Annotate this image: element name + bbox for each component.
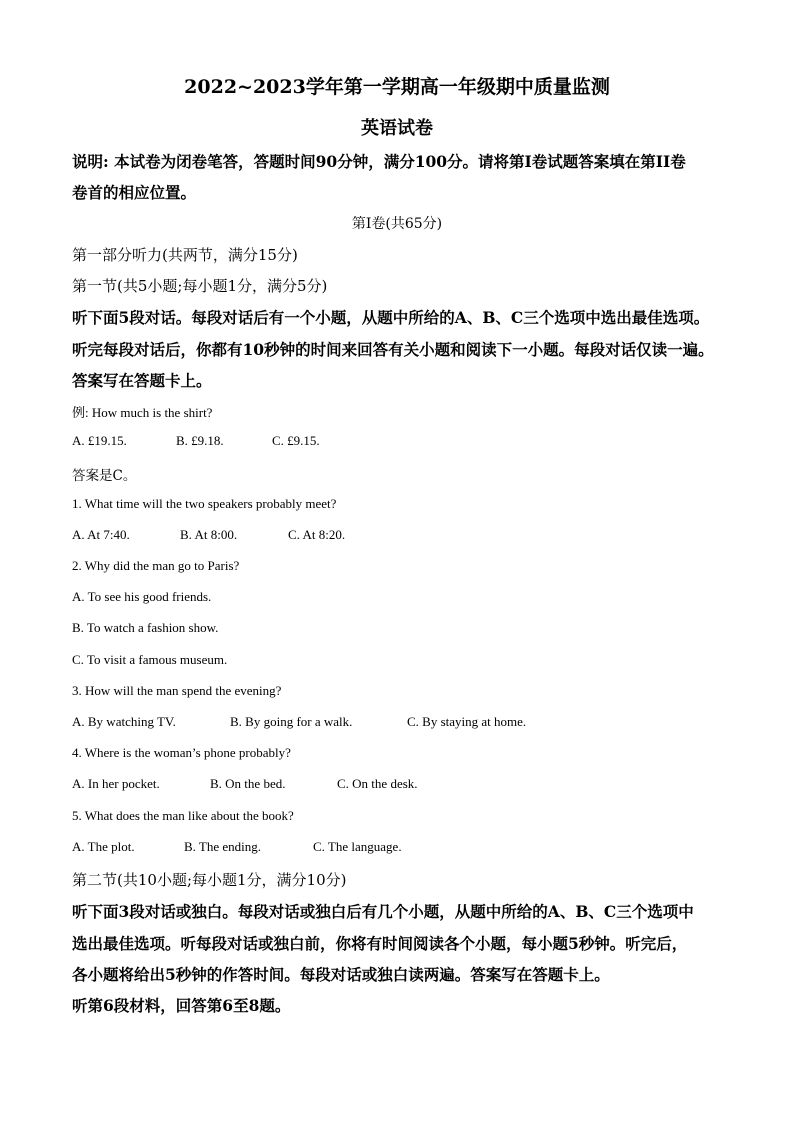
- question-5-option-c: C. The language.: [313, 839, 402, 854]
- exam-title: 2022~2023学年第一学期高一年级期中质量监测: [184, 76, 610, 98]
- example-answer: 答案是C。: [72, 468, 137, 484]
- instructions-line-2: 卷首的相应位置。: [72, 183, 197, 202]
- example-option-c: C. £9.15.: [272, 433, 320, 448]
- question-5-options: [72, 839, 402, 855]
- exam-subtitle: 英语试卷: [361, 118, 433, 139]
- question-1: 1. What time will the two speakers probably meet?: [72, 496, 337, 511]
- section-2-directions-1: 听下面3段对话或独白。每段对话或独白后有几个小题，从题中所给的A、B、C三个选项中: [72, 902, 694, 921]
- question-1-option-a: A. At 7:40.: [72, 527, 130, 542]
- volume-1-title: 第I卷(共65分): [351, 216, 443, 232]
- question-4: 4. Where is the woman’s phone probably?: [72, 745, 291, 760]
- section-2-directions-3: 各小题将给出5秒钟的作答时间。每段对话或独白读两遍。答案写在答题卡上。: [72, 965, 610, 984]
- question-3: 3. How will the man spend the evening?: [72, 683, 282, 698]
- section-1-title: 第一节(共5小题;每小题1分，满分5分): [72, 277, 328, 295]
- question-4-option-a: A. In her pocket.: [72, 776, 160, 791]
- question-2-option-a: A. To see his good friends.: [72, 589, 212, 604]
- question-4-options: [72, 776, 418, 792]
- section-1-directions-2: 听完每段对话后，你都有10秒钟的时间来回答有关小题和阅读下一小题。每段对话仅读一遍。: [72, 340, 714, 359]
- section-2-directions-2: 选出最佳选项。听每段对话或独白前，你将有时间阅读各个小题，每小题5秒钟。听完后，: [72, 934, 688, 953]
- question-1-option-c: C. At 8:20.: [288, 527, 346, 542]
- question-3-options: [72, 714, 526, 730]
- question-5: 5. What does the man like about the book?: [72, 808, 294, 823]
- question-2: 2. Why did the man go to Paris?: [72, 558, 240, 573]
- example-option-b: B. £9.18.: [176, 433, 224, 448]
- question-3-option-b: B. By going for a walk.: [230, 714, 353, 729]
- question-1-option-b: B. At 8:00.: [180, 527, 238, 542]
- example-options: [72, 433, 320, 449]
- part-1-title: 第一部分听力(共两节，满分15分): [72, 246, 298, 264]
- section-1-directions-1: 听下面5段对话。每段对话后有一个小题，从题中所给的A、B、C三个选项中选出最佳选项。: [72, 308, 710, 327]
- question-2-option-b: B. To watch a fashion show.: [72, 620, 219, 635]
- section-2-title: 第二节(共10小题;每小题1分，满分10分): [72, 871, 347, 889]
- question-2-option-c: C. To visit a famous museum.: [72, 652, 228, 667]
- question-4-option-c: C. On the desk.: [337, 776, 418, 791]
- instructions-line-1: 说明: 本试卷为闭卷笔答，答题时间90分钟，满分100分。请将第I卷试题答案填在第II卷: [72, 152, 686, 171]
- question-1-options: [72, 527, 345, 543]
- question-3-option-a: A. By watching TV.: [72, 714, 176, 729]
- section-1-directions-3: 答案写在答题卡上。: [72, 371, 212, 390]
- material-6-heading: 听第6段材料，回答第6至8题。: [72, 996, 291, 1015]
- example-question: 例: How much is the shirt?: [72, 405, 213, 420]
- question-4-option-b: B. On the bed.: [210, 776, 286, 791]
- question-5-option-b: B. The ending.: [184, 839, 262, 854]
- question-5-option-a: A. The plot.: [72, 839, 135, 854]
- question-3-option-c: C. By staying at home.: [407, 714, 527, 729]
- example-option-a: A. £19.15.: [72, 433, 127, 448]
